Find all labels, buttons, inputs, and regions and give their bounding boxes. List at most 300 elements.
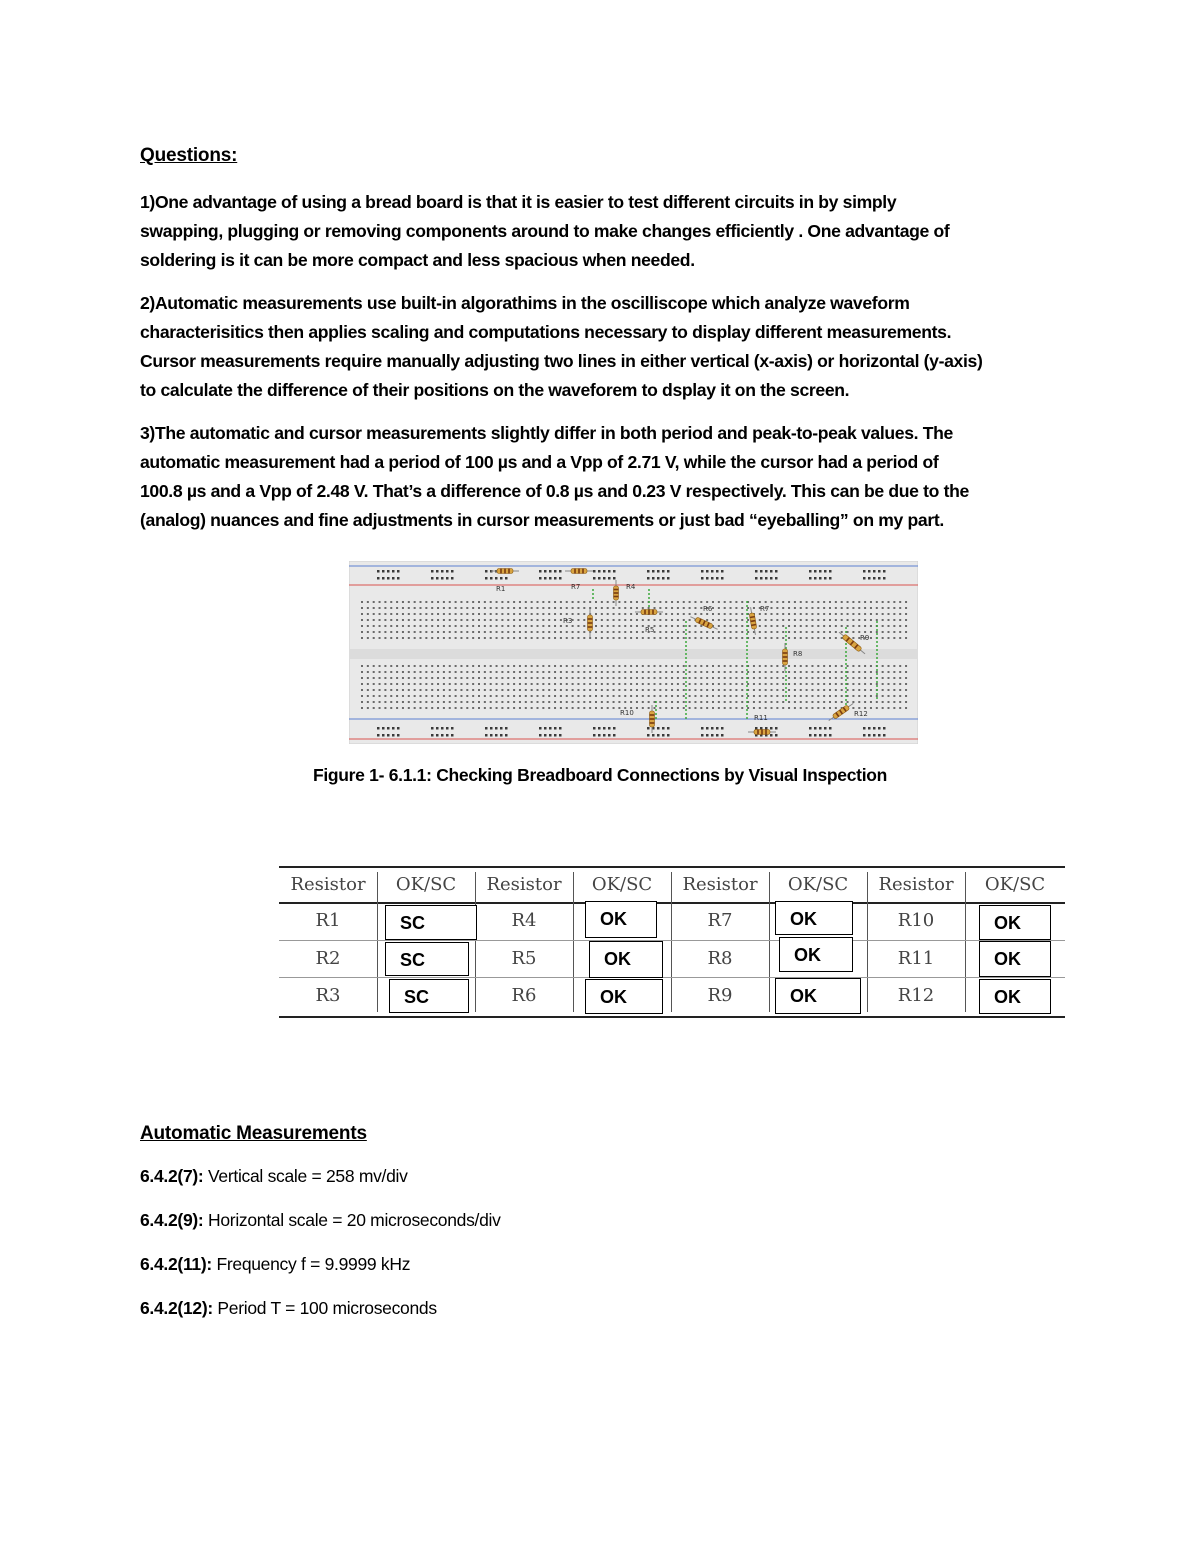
strip-hole <box>373 625 375 627</box>
strip-hole <box>531 613 533 615</box>
strip-hole <box>864 677 866 679</box>
strip-hole <box>730 601 732 603</box>
strip-hole <box>788 671 790 673</box>
rail-hole <box>495 727 498 730</box>
measurement-text: Vertical scale = 258 mv/div <box>203 1166 408 1186</box>
strip-hole <box>735 625 737 627</box>
strip-hole <box>513 601 515 603</box>
strip-hole <box>753 677 755 679</box>
strip-hole <box>572 665 574 667</box>
strip-hole <box>414 631 416 633</box>
strip-hole <box>852 619 854 621</box>
strip-hole <box>607 695 609 697</box>
strip-hole <box>747 707 749 709</box>
strip-hole <box>507 707 509 709</box>
strip-hole <box>379 665 381 667</box>
strip-hole <box>835 631 837 633</box>
strip-hole <box>443 601 445 603</box>
strip-hole <box>577 671 579 673</box>
strip-hole <box>613 637 615 639</box>
strip-hole <box>408 695 410 697</box>
strip-hole <box>390 625 392 627</box>
strip-hole <box>396 601 398 603</box>
strip-hole <box>455 701 457 703</box>
strip-hole <box>724 601 726 603</box>
strip-hole <box>642 695 644 697</box>
strip-hole <box>618 677 620 679</box>
strip-hole <box>730 613 732 615</box>
rail-hole <box>603 577 606 580</box>
strip-hole <box>782 631 784 633</box>
strip-hole <box>577 601 579 603</box>
strip-hole <box>537 613 539 615</box>
strip-hole <box>712 665 714 667</box>
rail-hole <box>657 577 660 580</box>
strip-hole <box>618 619 620 621</box>
rail-hole <box>701 577 704 580</box>
column-separator <box>377 872 378 1012</box>
strip-hole <box>823 607 825 609</box>
strip-hole <box>390 689 392 691</box>
strip-hole <box>852 631 854 633</box>
strip-hole <box>396 631 398 633</box>
strip-hole <box>624 613 626 615</box>
strip-hole <box>893 677 895 679</box>
rail-hole <box>721 734 724 737</box>
strip-hole <box>466 665 468 667</box>
strip-hole <box>642 625 644 627</box>
rail-hole <box>755 570 758 573</box>
strip-hole <box>431 689 433 691</box>
strip-hole <box>730 707 732 709</box>
strip-hole <box>806 701 808 703</box>
strip-hole <box>671 613 673 615</box>
rail-hole <box>451 734 454 737</box>
strip-hole <box>548 619 550 621</box>
strip-hole <box>864 625 866 627</box>
strip-hole <box>759 665 761 667</box>
strip-hole <box>373 701 375 703</box>
strip-hole <box>361 625 363 627</box>
strip-hole <box>753 601 755 603</box>
answer-2-line: characterisitics then applies scaling and computations necessary to display different measurements. <box>140 322 952 342</box>
strip-hole <box>741 631 743 633</box>
strip-hole <box>519 677 521 679</box>
strip-hole <box>800 625 802 627</box>
strip-hole <box>689 625 691 627</box>
rail-hole <box>446 734 449 737</box>
strip-hole <box>572 601 574 603</box>
strip-hole <box>759 631 761 633</box>
strip-hole <box>642 607 644 609</box>
strip-hole <box>583 683 585 685</box>
strip-hole <box>525 689 527 691</box>
strip-hole <box>466 625 468 627</box>
strip-hole <box>548 701 550 703</box>
strip-hole <box>379 613 381 615</box>
strip-hole <box>560 695 562 697</box>
strip-hole <box>794 613 796 615</box>
strip-hole <box>765 637 767 639</box>
strip-hole <box>665 637 667 639</box>
strip-hole <box>449 625 451 627</box>
strip-hole <box>847 671 849 673</box>
strip-hole <box>694 707 696 709</box>
rail-hole <box>387 727 390 730</box>
strip-hole <box>759 613 761 615</box>
strip-hole <box>379 619 381 621</box>
strip-hole <box>566 665 568 667</box>
strip-hole <box>408 601 410 603</box>
strip-hole <box>624 637 626 639</box>
strip-hole <box>613 625 615 627</box>
strip-hole <box>367 683 369 685</box>
strip-hole <box>882 631 884 633</box>
strip-hole <box>542 601 544 603</box>
strip-hole <box>700 601 702 603</box>
strip-hole <box>817 601 819 603</box>
strip-hole <box>759 637 761 639</box>
strip-hole <box>519 665 521 667</box>
strip-hole <box>753 707 755 709</box>
strip-hole <box>841 683 843 685</box>
strip-hole <box>361 601 363 603</box>
rail-hole <box>765 577 768 580</box>
strip-hole <box>384 695 386 697</box>
resistor-band <box>757 730 759 735</box>
strip-hole <box>507 601 509 603</box>
strip-hole <box>583 607 585 609</box>
strip-hole <box>390 637 392 639</box>
strip-hole <box>548 637 550 639</box>
strip-hole <box>373 677 375 679</box>
strip-hole <box>724 619 726 621</box>
strip-hole <box>659 613 661 615</box>
strip-hole <box>689 671 691 673</box>
strip-hole <box>712 671 714 673</box>
strip-hole <box>735 613 737 615</box>
strip-hole <box>741 707 743 709</box>
rail-hole <box>652 570 655 573</box>
strip-hole <box>741 677 743 679</box>
rail-hole <box>814 734 817 737</box>
strip-hole <box>817 701 819 703</box>
resistor-band <box>650 722 655 724</box>
rail-hole <box>441 577 444 580</box>
strip-hole <box>724 689 726 691</box>
strip-hole <box>390 619 392 621</box>
strip-hole <box>390 665 392 667</box>
strip-hole <box>811 683 813 685</box>
strip-hole <box>431 613 433 615</box>
table-row-resistor: R6 <box>511 985 537 1006</box>
strip-hole <box>765 677 767 679</box>
strip-hole <box>449 677 451 679</box>
strip-hole <box>537 665 539 667</box>
strip-hole <box>700 613 702 615</box>
strip-hole <box>776 695 778 697</box>
strip-hole <box>800 683 802 685</box>
strip-hole <box>537 619 539 621</box>
strip-hole <box>677 683 679 685</box>
rail-hole <box>809 577 812 580</box>
strip-hole <box>420 619 422 621</box>
strip-hole <box>484 701 486 703</box>
strip-hole <box>689 601 691 603</box>
rail-hole <box>603 570 606 573</box>
rail-hole <box>819 570 822 573</box>
strip-hole <box>525 665 527 667</box>
strip-hole <box>507 613 509 615</box>
strip-hole <box>361 631 363 633</box>
strip-hole <box>490 637 492 639</box>
strip-hole <box>683 619 685 621</box>
rail-hole <box>559 570 562 573</box>
strip-hole <box>513 665 515 667</box>
strip-hole <box>882 619 884 621</box>
strip-hole <box>455 619 457 621</box>
strip-hole <box>718 665 720 667</box>
strip-hole <box>443 683 445 685</box>
resistor-band <box>648 610 650 615</box>
strip-hole <box>466 613 468 615</box>
strip-hole <box>537 637 539 639</box>
strip-hole <box>788 613 790 615</box>
strip-hole <box>566 671 568 673</box>
strip-hole <box>531 683 533 685</box>
strip-hole <box>583 625 585 627</box>
strip-hole <box>408 689 410 691</box>
strip-hole <box>472 683 474 685</box>
resistor-label: R4 <box>626 583 636 591</box>
strip-hole <box>794 677 796 679</box>
resistor-label: R12 <box>854 710 868 718</box>
strip-hole <box>472 637 474 639</box>
strip-hole <box>431 619 433 621</box>
resistor-band <box>652 610 654 615</box>
strip-hole <box>771 689 773 691</box>
strip-hole <box>806 637 808 639</box>
strip-hole <box>361 695 363 697</box>
strip-hole <box>390 707 392 709</box>
strip-hole <box>548 677 550 679</box>
rail-hole <box>441 734 444 737</box>
strip-hole <box>811 601 813 603</box>
strip-hole <box>811 625 813 627</box>
strip-hole <box>642 637 644 639</box>
strip-hole <box>636 707 638 709</box>
answer-2-line: Cursor measurements require manually adjusting two lines in either vertical (x-axis) or horizontal (y-axis) <box>140 351 983 371</box>
strip-hole <box>607 631 609 633</box>
strip-hole <box>817 683 819 685</box>
strip-hole <box>466 631 468 633</box>
strip-hole <box>683 613 685 615</box>
strip-hole <box>513 689 515 691</box>
strip-hole <box>858 671 860 673</box>
strip-hole <box>566 701 568 703</box>
strip-hole <box>425 637 427 639</box>
strip-hole <box>864 695 866 697</box>
strip-hole <box>595 619 597 621</box>
strip-hole <box>841 695 843 697</box>
strip-hole <box>431 707 433 709</box>
strip-hole <box>577 701 579 703</box>
strip-hole <box>800 707 802 709</box>
strip-hole <box>759 707 761 709</box>
strip-hole <box>537 689 539 691</box>
strip-hole <box>905 683 907 685</box>
strip-hole <box>677 619 679 621</box>
strip-hole <box>361 665 363 667</box>
strip-hole <box>501 619 503 621</box>
strip-hole <box>800 631 802 633</box>
strip-hole <box>888 695 890 697</box>
measurement-text: Frequency f = 9.9999 kHz <box>211 1254 411 1274</box>
strip-hole <box>852 677 854 679</box>
strip-hole <box>367 607 369 609</box>
strip-hole <box>811 671 813 673</box>
rail-hole <box>544 570 547 573</box>
strip-hole <box>402 689 404 691</box>
strip-hole <box>507 625 509 627</box>
strip-hole <box>449 707 451 709</box>
rail-hole <box>451 727 454 730</box>
strip-hole <box>572 637 574 639</box>
rail-hole <box>662 727 665 730</box>
strip-hole <box>507 689 509 691</box>
answer-1-line: soldering is it can be more compact and less spacious when needed. <box>140 250 695 270</box>
strip-hole <box>373 695 375 697</box>
strip-hole <box>408 707 410 709</box>
strip-hole <box>771 683 773 685</box>
strip-hole <box>484 625 486 627</box>
strip-hole <box>835 613 837 615</box>
resistor-band <box>574 569 576 574</box>
answer-2-line: 2)Automatic measurements use built-in algorathims in the oscilliscope which analyze waveform <box>140 293 910 313</box>
strip-hole <box>496 619 498 621</box>
strip-hole <box>390 683 392 685</box>
rail-hole <box>706 577 709 580</box>
strip-hole <box>496 695 498 697</box>
rail-hole <box>883 570 886 573</box>
rail-hole <box>770 577 773 580</box>
strip-hole <box>741 607 743 609</box>
strip-hole <box>823 701 825 703</box>
rail-hole <box>554 570 557 573</box>
strip-hole <box>788 677 790 679</box>
strip-hole <box>753 671 755 673</box>
strip-hole <box>554 671 556 673</box>
strip-hole <box>888 631 890 633</box>
strip-hole <box>671 695 673 697</box>
strip-hole <box>788 707 790 709</box>
strip-hole <box>414 689 416 691</box>
strip-hole <box>905 689 907 691</box>
strip-hole <box>835 683 837 685</box>
strip-hole <box>618 625 620 627</box>
strip-hole <box>548 607 550 609</box>
strip-hole <box>437 607 439 609</box>
strip-hole <box>730 619 732 621</box>
strip-hole <box>659 631 661 633</box>
strip-hole <box>583 631 585 633</box>
strip-hole <box>800 637 802 639</box>
strip-hole <box>829 701 831 703</box>
strip-hole <box>706 631 708 633</box>
strip-hole <box>870 677 872 679</box>
strip-hole <box>718 689 720 691</box>
strip-hole <box>455 665 457 667</box>
strip-hole <box>501 695 503 697</box>
strip-hole <box>537 625 539 627</box>
strip-hole <box>513 625 515 627</box>
rail-hole <box>613 727 616 730</box>
strip-hole <box>595 701 597 703</box>
strip-hole <box>741 625 743 627</box>
rail-hole <box>760 570 763 573</box>
strip-hole <box>618 665 620 667</box>
strip-hole <box>408 607 410 609</box>
strip-hole <box>460 665 462 667</box>
strip-hole <box>507 683 509 685</box>
strip-hole <box>806 631 808 633</box>
rail-hole <box>863 727 866 730</box>
strip-hole <box>636 665 638 667</box>
strip-hole <box>449 689 451 691</box>
strip-hole <box>700 677 702 679</box>
strip-hole <box>841 607 843 609</box>
strip-hole <box>572 701 574 703</box>
strip-hole <box>507 637 509 639</box>
strip-hole <box>677 707 679 709</box>
rail-hole <box>667 727 670 730</box>
strip-hole <box>531 631 533 633</box>
strip-hole <box>478 695 480 697</box>
strip-hole <box>888 625 890 627</box>
strip-hole <box>823 601 825 603</box>
rail-hole <box>500 734 503 737</box>
strip-hole <box>753 695 755 697</box>
strip-hole <box>472 607 474 609</box>
strip-hole <box>747 695 749 697</box>
strip-hole <box>899 665 901 667</box>
strip-hole <box>396 613 398 615</box>
strip-hole <box>449 671 451 673</box>
strip-hole <box>823 683 825 685</box>
strip-hole <box>747 619 749 621</box>
strip-hole <box>765 689 767 691</box>
strip-hole <box>507 631 509 633</box>
strip-hole <box>384 601 386 603</box>
strip-hole <box>899 707 901 709</box>
strip-hole <box>577 637 579 639</box>
strip-hole <box>525 607 527 609</box>
strip-hole <box>893 707 895 709</box>
strip-hole <box>835 677 837 679</box>
strip-hole <box>542 677 544 679</box>
strip-hole <box>607 683 609 685</box>
strip-hole <box>776 707 778 709</box>
strip-hole <box>718 613 720 615</box>
strip-hole <box>460 631 462 633</box>
strip-hole <box>864 689 866 691</box>
rail-hole <box>829 577 832 580</box>
strip-hole <box>437 689 439 691</box>
strip-hole <box>677 637 679 639</box>
rail-hole <box>549 734 552 737</box>
rail-hole <box>647 577 650 580</box>
strip-hole <box>882 601 884 603</box>
